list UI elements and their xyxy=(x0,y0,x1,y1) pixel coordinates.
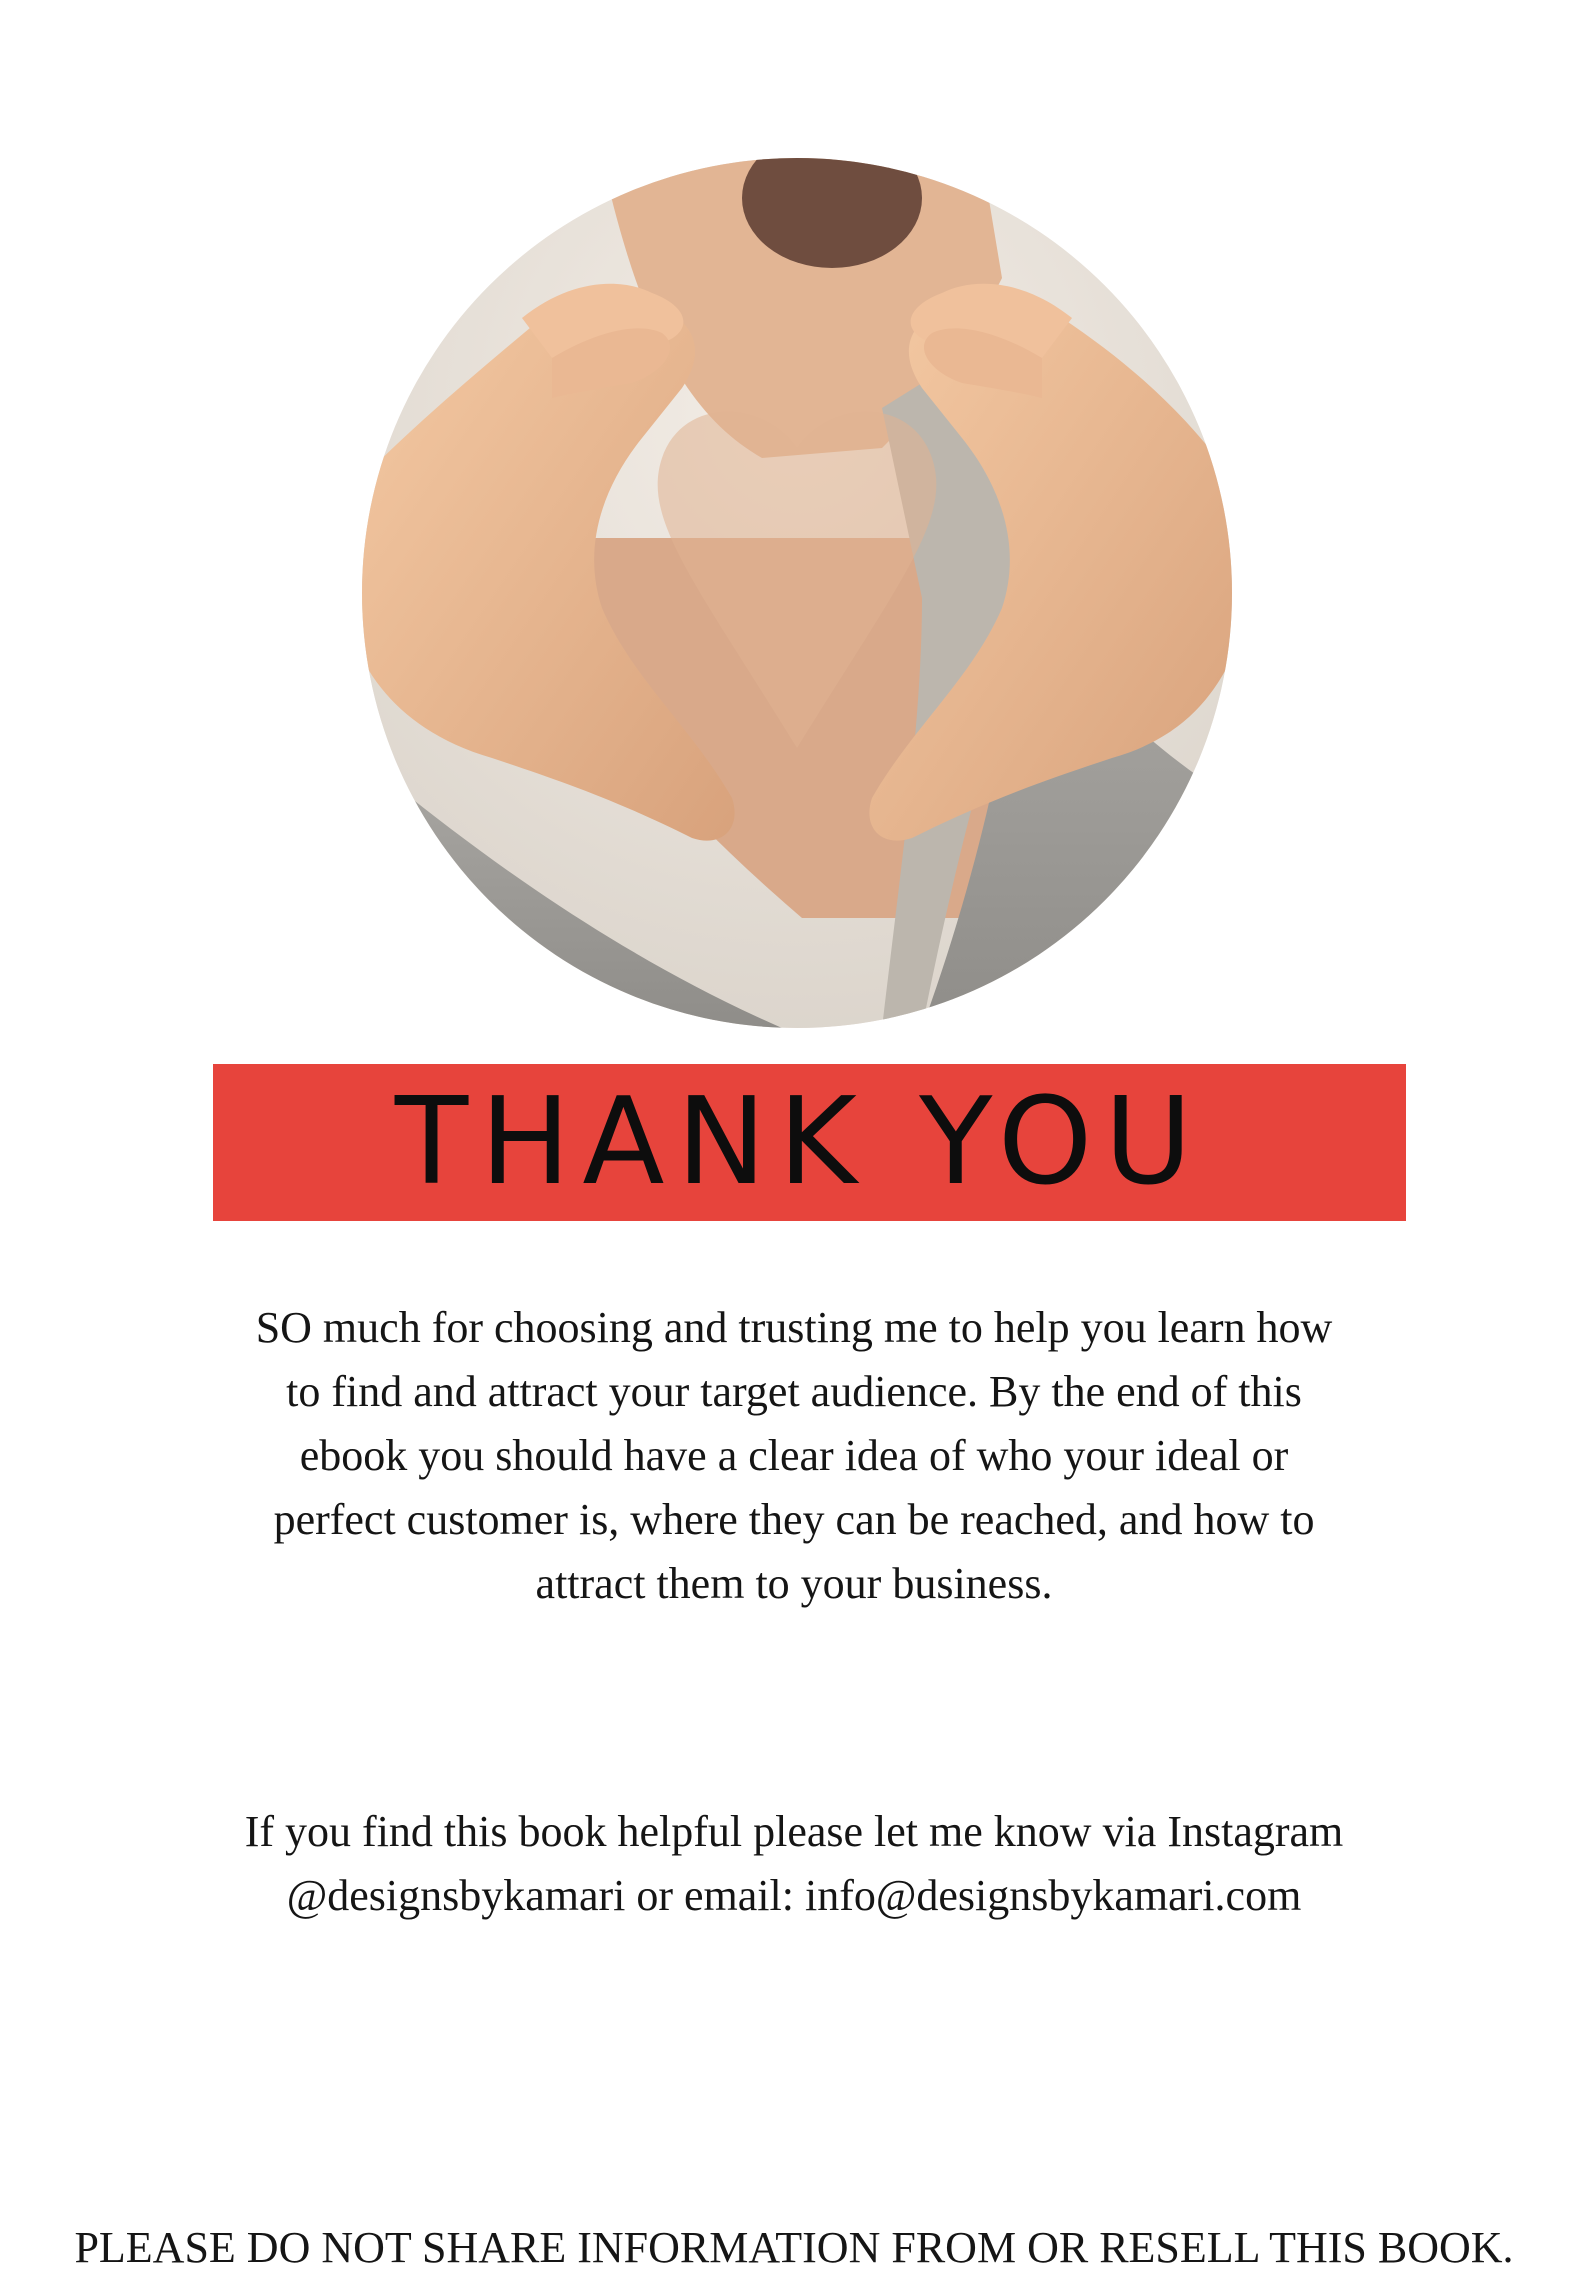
contact-line: @designsbykamari or email: info@designsbykamari.com xyxy=(286,1871,1302,1920)
intro-line: SO much for choosing and trusting me to help you learn how xyxy=(255,1303,1333,1352)
intro-line: to find and attract your target audience. By the end of this xyxy=(286,1367,1302,1416)
contact-paragraph xyxy=(200,1800,1388,1928)
banner-title: THANK YOU xyxy=(394,1072,1205,1212)
heart-hands-icon xyxy=(362,158,1232,1028)
thank-you-banner xyxy=(213,1064,1406,1221)
intro-line: attract them to your business. xyxy=(535,1559,1053,1608)
copyright-notice: PLEASE DO NOT SHARE INFORMATION FROM OR RESELL THIS BOOK. xyxy=(74,2223,1514,2272)
heart-hands-photo xyxy=(362,158,1232,1028)
contact-line: If you find this book helpful please let me know via Instagram xyxy=(244,1807,1344,1856)
intro-line: ebook you should have a clear idea of who your ideal or xyxy=(299,1431,1289,1480)
intro-line: perfect customer is, where they can be reached, and how to xyxy=(273,1495,1315,1544)
intro-paragraph xyxy=(200,1296,1388,1616)
